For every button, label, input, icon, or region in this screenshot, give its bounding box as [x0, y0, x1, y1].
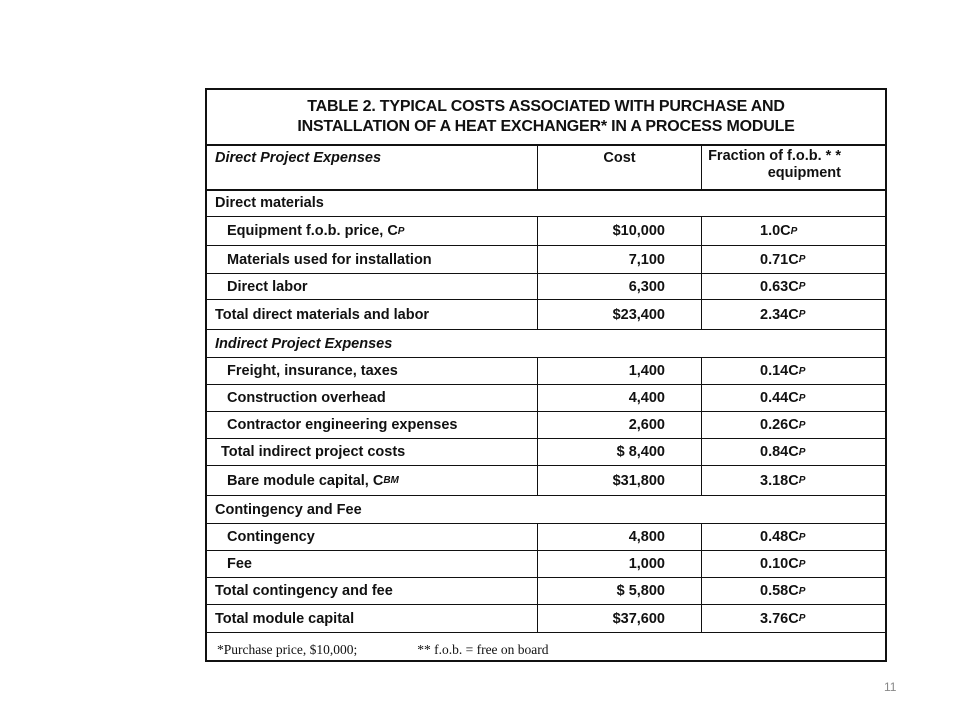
row-fraction: [701, 524, 885, 550]
section-heading: [207, 496, 885, 523]
row-cost-value: 1,400: [628, 363, 665, 379]
row-fraction: [701, 578, 885, 604]
row-fraction: [701, 439, 885, 465]
header-fraction-line-1: Fraction of f.o.b. * *: [708, 148, 841, 164]
row-fraction-value: 3.76C: [760, 610, 799, 627]
row-cost-value: $ 5,800: [616, 583, 665, 599]
row-fraction-subscript: P: [798, 365, 806, 377]
row-cost: [537, 578, 701, 604]
table-header-row: [207, 144, 885, 191]
header-direct-project-expenses: Direct Project Expenses: [215, 150, 382, 166]
row-fraction-value: 0.26C: [760, 417, 799, 433]
row-fraction-value: 1.0C: [760, 223, 791, 239]
row-fraction-subscript: P: [798, 585, 806, 597]
row-fraction-subscript: P: [798, 254, 806, 265]
row-fraction-value: 0.63C: [760, 278, 799, 295]
row-label: [207, 274, 537, 299]
header-cost: Cost: [537, 144, 701, 189]
row-label: [207, 217, 537, 245]
row-label: [207, 551, 537, 577]
row-label-subscript: BM: [383, 475, 399, 486]
row-cost-value: $37,600: [612, 610, 665, 627]
row-fraction-subscript: P: [798, 446, 806, 458]
row-fraction: [701, 246, 885, 273]
table-row: [207, 524, 885, 551]
row-cost-value: 4,400: [628, 390, 665, 406]
row-label-text: Construction overhead: [227, 390, 386, 406]
row-fraction-subscript: P: [798, 392, 806, 404]
row-cost-value: $23,400: [612, 306, 665, 323]
row-cost: [537, 300, 701, 329]
row-fraction-subscript: P: [798, 475, 806, 486]
row-cost-value: 6,300: [628, 278, 665, 295]
row-label: [207, 578, 537, 604]
section-heading-label: Indirect Project Expenses: [215, 335, 393, 352]
table-row: [207, 246, 885, 274]
section-heading: [207, 189, 885, 216]
table-row: [207, 412, 885, 439]
row-fraction: [701, 385, 885, 411]
row-cost-value: 4,800: [628, 529, 665, 545]
row-cost: [537, 217, 701, 245]
row-fraction-value: 0.48C: [760, 529, 799, 545]
header-fraction-line-2: equipment: [767, 165, 841, 181]
row-cost: [537, 274, 701, 299]
cost-table: [205, 88, 887, 662]
header-fraction: [701, 144, 885, 189]
page-number: 11: [884, 680, 897, 694]
row-label-text: Fee: [227, 556, 252, 572]
row-cost: [537, 551, 701, 577]
table-footnote: [207, 638, 885, 662]
row-label-subscript: P: [397, 225, 405, 237]
table-row: [207, 358, 885, 385]
row-cost: [537, 358, 701, 384]
section-heading-label: Direct materials: [215, 194, 324, 211]
row-label: [207, 466, 537, 495]
row-label-text: Materials used for installation: [227, 251, 432, 268]
footnote-fob: ** f.o.b. = free on board: [417, 642, 549, 657]
row-fraction-subscript: P: [790, 225, 798, 237]
row-fraction: [701, 300, 885, 329]
row-fraction-value: 0.10C: [760, 556, 799, 572]
table-row: [207, 217, 885, 246]
row-fraction-subscript: P: [798, 419, 806, 431]
row-fraction: [701, 358, 885, 384]
row-label-text: Equipment f.o.b. price, C: [227, 223, 398, 239]
row-cost: [537, 524, 701, 550]
row-label-text: Contractor engineering expenses: [227, 417, 458, 433]
row-label: [207, 300, 537, 329]
row-fraction-subscript: P: [798, 613, 806, 624]
row-label: [207, 358, 537, 384]
row-fraction-value: 0.84C: [760, 444, 799, 460]
row-label-text: Total direct materials and labor: [215, 306, 430, 323]
table-row: [207, 274, 885, 300]
table-row: [207, 551, 885, 578]
row-fraction-subscript: P: [798, 281, 806, 292]
row-label-text: Direct labor: [227, 278, 308, 295]
table-row: [207, 300, 885, 330]
table-row: [207, 605, 885, 633]
row-label: [207, 439, 537, 465]
row-fraction: [701, 217, 885, 245]
row-fraction-value: 0.44C: [760, 390, 799, 406]
row-fraction: [701, 412, 885, 438]
row-fraction-subscript: P: [798, 531, 806, 543]
row-fraction-subscript: P: [798, 558, 806, 570]
row-cost: [537, 385, 701, 411]
row-cost-value: 2,600: [628, 417, 665, 433]
row-fraction: [701, 551, 885, 577]
table-row: [207, 189, 885, 217]
table-row: [207, 496, 885, 524]
row-label: [207, 246, 537, 273]
row-cost: [537, 412, 701, 438]
section-heading: [207, 330, 885, 357]
table-row: [207, 330, 885, 358]
table-row: [207, 466, 885, 496]
row-cost: [537, 466, 701, 495]
row-cost-value: 7,100: [628, 251, 665, 268]
row-fraction-value: 0.71C: [760, 251, 799, 268]
row-fraction: [701, 466, 885, 495]
row-fraction-value: 0.58C: [760, 583, 799, 599]
row-label-text: Contingency: [227, 529, 315, 545]
row-label-text: Bare module capital, C: [227, 472, 384, 489]
section-heading-label: Contingency and Fee: [215, 501, 362, 518]
row-fraction: [701, 605, 885, 632]
row-label-text: Total indirect project costs: [221, 444, 406, 460]
table-row: [207, 385, 885, 412]
row-fraction-subscript: P: [798, 309, 806, 320]
row-fraction: [701, 274, 885, 299]
table-row: [207, 439, 885, 466]
row-cost-value: $10,000: [612, 223, 665, 239]
table-title-line-2: INSTALLATION OF A HEAT EXCHANGER* IN A PROCESS MODULE: [297, 118, 795, 135]
row-label-text: Total module capital: [215, 610, 355, 627]
row-fraction-value: 0.14C: [760, 363, 799, 379]
table-title-line-1: TABLE 2. TYPICAL COSTS ASSOCIATED WITH PURCHASE AND: [307, 98, 785, 115]
row-label-text: Total contingency and fee: [215, 583, 393, 599]
row-label: [207, 605, 537, 632]
row-label-text: Freight, insurance, taxes: [227, 363, 398, 379]
row-cost: [537, 439, 701, 465]
row-fraction-value: 2.34C: [760, 306, 799, 323]
row-cost-value: 1,000: [628, 556, 665, 572]
row-cost: [537, 605, 701, 632]
row-cost-value: $31,800: [612, 472, 665, 489]
row-label: [207, 524, 537, 550]
row-label: [207, 412, 537, 438]
row-cost: [537, 246, 701, 273]
row-fraction-value: 3.18C: [760, 472, 799, 489]
table-row: [207, 578, 885, 605]
row-label: [207, 385, 537, 411]
table-title: [207, 90, 885, 146]
row-cost-value: $ 8,400: [616, 444, 665, 460]
footnote-purchase-price: *Purchase price, $10,000;: [217, 642, 358, 657]
